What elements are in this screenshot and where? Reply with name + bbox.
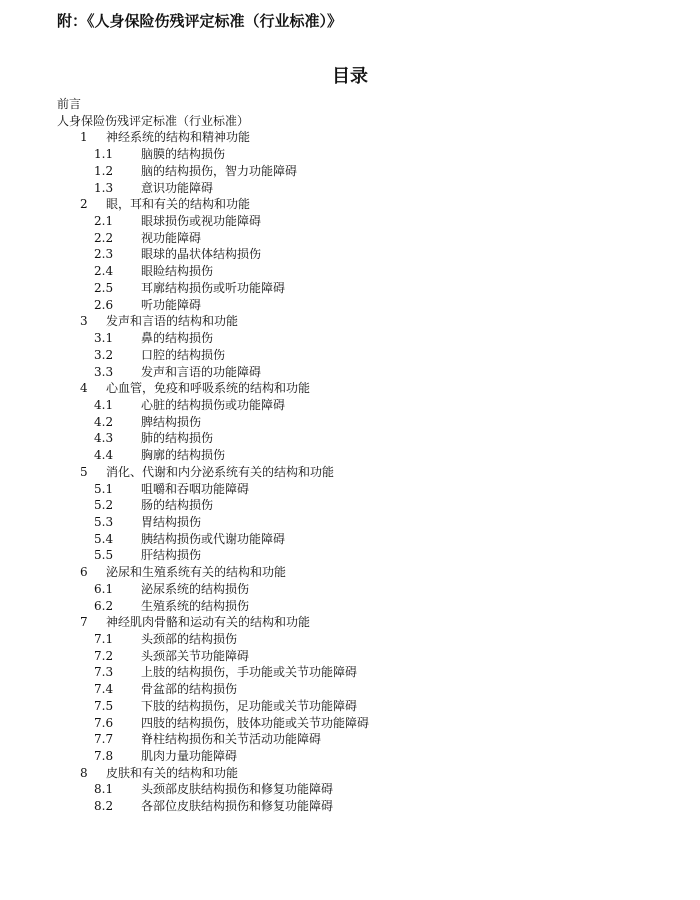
toc-section-title: 骨盆部的结构损伤 bbox=[141, 682, 238, 697]
toc-section-number: 7.5 bbox=[94, 698, 114, 713]
toc-section-number: 2.3 bbox=[94, 247, 114, 262]
toc-section-title: 耳廓结构损伤或听功能障碍 bbox=[141, 280, 286, 295]
toc-section-number: 5.3 bbox=[94, 514, 114, 529]
toc-section-title: 胰结构损伤或代谢功能障碍 bbox=[141, 531, 286, 546]
table-of-contents bbox=[0, 96, 700, 815]
toc-section[interactable] bbox=[0, 263, 700, 280]
toc-section-number: 4.1 bbox=[94, 397, 114, 412]
toc-section[interactable] bbox=[0, 146, 700, 163]
toc-section-number: 1.3 bbox=[94, 180, 114, 195]
toc-section-number: 3.3 bbox=[94, 364, 114, 379]
toc-section[interactable] bbox=[0, 581, 700, 598]
toc-chapter-number: 7 bbox=[80, 615, 88, 630]
toc-section-number: 5.1 bbox=[94, 481, 114, 496]
toc-section-number: 7.4 bbox=[94, 682, 114, 697]
toc-section[interactable] bbox=[0, 598, 700, 615]
toc-chapter-title: 神经系统的结构和精神功能 bbox=[106, 130, 251, 145]
toc-section[interactable] bbox=[0, 481, 700, 498]
toc-chapter[interactable] bbox=[0, 313, 700, 330]
toc-section-number: 2.6 bbox=[94, 297, 114, 312]
toc-section[interactable] bbox=[0, 414, 700, 431]
toc-section-title: 胸廓的结构损伤 bbox=[141, 448, 226, 463]
toc-section-title: 听功能障碍 bbox=[141, 297, 202, 312]
toc-section[interactable] bbox=[0, 748, 700, 765]
toc-section-title: 上肢的结构损伤，手功能或关节功能障碍 bbox=[141, 665, 358, 680]
toc-chapter-number: 6 bbox=[80, 565, 88, 580]
toc-section-title: 生殖系统的结构损伤 bbox=[141, 598, 250, 613]
toc-section-number: 5.5 bbox=[94, 548, 114, 563]
toc-section[interactable] bbox=[0, 781, 700, 798]
toc-chapter-number: 8 bbox=[80, 765, 88, 780]
toc-section-title: 脑膜的结构损伤 bbox=[141, 147, 226, 162]
appendix-title: 附：《人身保险伤残评定标准（行业标准）》 bbox=[57, 12, 343, 30]
toc-section-title: 各部位皮肤结构损伤和修复功能障碍 bbox=[141, 799, 334, 814]
toc-section[interactable] bbox=[0, 430, 700, 447]
toc-section-number: 7.8 bbox=[94, 749, 114, 764]
toc-section-title: 鼻的结构损伤 bbox=[141, 331, 214, 346]
toc-section[interactable] bbox=[0, 631, 700, 648]
toc-chapter-title: 发声和言语的结构和功能 bbox=[106, 314, 239, 329]
toc-section-number: 7.3 bbox=[94, 665, 114, 680]
toc-section[interactable] bbox=[0, 531, 700, 548]
toc-section-title: 肠的结构损伤 bbox=[141, 498, 214, 513]
toc-chapter-number: 4 bbox=[80, 381, 88, 396]
toc-section-number: 7.7 bbox=[94, 732, 114, 747]
toc-chapter-title: 皮肤和有关的结构和功能 bbox=[106, 765, 239, 780]
toc-section[interactable] bbox=[0, 280, 700, 297]
toc-section-title: 心脏的结构损伤或功能障碍 bbox=[141, 397, 286, 412]
toc-chapter-title: 泌尿和生殖系统有关的结构和功能 bbox=[106, 565, 287, 580]
toc-section-title: 肺的结构损伤 bbox=[141, 431, 214, 446]
toc-section-number: 2.5 bbox=[94, 280, 114, 295]
toc-section-title: 意识功能障碍 bbox=[141, 180, 214, 195]
toc-section[interactable] bbox=[0, 798, 700, 815]
toc-section[interactable] bbox=[0, 330, 700, 347]
toc-section[interactable] bbox=[0, 547, 700, 564]
toc-chapter[interactable] bbox=[0, 196, 700, 213]
toc-section-number: 2.1 bbox=[94, 214, 114, 229]
toc-chapter-number: 5 bbox=[80, 464, 88, 479]
toc-section-number: 3.1 bbox=[94, 331, 114, 346]
toc-section[interactable] bbox=[0, 731, 700, 748]
toc-section[interactable] bbox=[0, 180, 700, 197]
toc-section-number: 7.6 bbox=[94, 715, 114, 730]
toc-section-number: 3.2 bbox=[94, 347, 114, 362]
toc-section-title: 脊柱结构损伤和关节活动功能障碍 bbox=[141, 732, 322, 747]
toc-section-number: 1.2 bbox=[94, 163, 114, 178]
toc-chapter[interactable] bbox=[0, 765, 700, 782]
toc-section[interactable] bbox=[0, 698, 700, 715]
toc-section-number: 4.3 bbox=[94, 431, 114, 446]
toc-section[interactable] bbox=[0, 664, 700, 681]
toc-chapter[interactable] bbox=[0, 564, 700, 581]
toc-section-number: 7.2 bbox=[94, 648, 114, 663]
toc-chapter-title: 心血管，免疫和呼吸系统的结构和功能 bbox=[106, 381, 311, 396]
toc-section-title: 肌肉力量功能障碍 bbox=[141, 749, 238, 764]
toc-chapter-number: 3 bbox=[80, 314, 88, 329]
toc-section-number: 2.2 bbox=[94, 230, 114, 245]
toc-chapters bbox=[0, 129, 700, 814]
toc-section[interactable] bbox=[0, 397, 700, 414]
toc-item-standard-title[interactable]: 人身保险伤残评定标准（行业标准） bbox=[57, 113, 250, 128]
toc-section-number: 4.4 bbox=[94, 448, 114, 463]
toc-chapter[interactable] bbox=[0, 380, 700, 397]
toc-chapter[interactable] bbox=[0, 614, 700, 631]
toc-section-title: 咀嚼和吞咽功能障碍 bbox=[141, 481, 250, 496]
toc-section[interactable] bbox=[0, 213, 700, 230]
toc-section[interactable] bbox=[0, 514, 700, 531]
toc-section-title: 脑的结构损伤，智力功能障碍 bbox=[141, 163, 298, 178]
toc-section-title: 头颈部关节功能障碍 bbox=[141, 648, 250, 663]
toc-section[interactable] bbox=[0, 297, 700, 314]
toc-section[interactable] bbox=[0, 163, 700, 180]
toc-section[interactable] bbox=[0, 230, 700, 247]
toc-chapter-title: 消化、代谢和内分泌系统有关的结构和功能 bbox=[106, 464, 335, 479]
toc-section[interactable] bbox=[0, 364, 700, 381]
toc-section-title: 头颈部皮肤结构损伤和修复功能障碍 bbox=[141, 782, 334, 797]
toc-chapter[interactable] bbox=[0, 129, 700, 146]
toc-section-title: 眼睑结构损伤 bbox=[141, 264, 214, 279]
toc-section[interactable] bbox=[0, 715, 700, 732]
toc-chapter[interactable] bbox=[0, 464, 700, 481]
toc-section-title: 泌尿系统的结构损伤 bbox=[141, 581, 250, 596]
toc-section-number: 2.4 bbox=[94, 264, 114, 279]
toc-section-title: 眼球损伤或视功能障碍 bbox=[141, 214, 262, 229]
toc-section-number: 8.1 bbox=[94, 782, 114, 797]
toc-section-title: 胃结构损伤 bbox=[141, 514, 202, 529]
toc-section-title: 肝结构损伤 bbox=[141, 548, 202, 563]
toc-chapter-number: 2 bbox=[80, 197, 88, 212]
toc-section-number: 1.1 bbox=[94, 147, 114, 162]
toc-section[interactable] bbox=[0, 648, 700, 665]
toc-section[interactable] bbox=[0, 681, 700, 698]
toc-section[interactable] bbox=[0, 447, 700, 464]
toc-section-title: 下肢的结构损伤，足功能或关节功能障碍 bbox=[141, 698, 358, 713]
toc-section-number: 5.4 bbox=[94, 531, 114, 546]
toc-section[interactable] bbox=[0, 497, 700, 514]
toc-chapter-title: 神经肌肉骨骼和运动有关的结构和功能 bbox=[106, 615, 311, 630]
toc-section-title: 发声和言语的功能障碍 bbox=[141, 364, 262, 379]
toc-section-title: 头颈部的结构损伤 bbox=[141, 632, 238, 646]
toc-section-number: 6.1 bbox=[94, 581, 114, 596]
toc-section-title: 口腔的结构损伤 bbox=[141, 347, 226, 362]
toc-section-number: 6.2 bbox=[94, 598, 114, 613]
toc-section[interactable] bbox=[0, 246, 700, 263]
toc-chapter-title: 眼，耳和有关的结构和功能 bbox=[106, 197, 251, 212]
toc-section-title: 视功能障碍 bbox=[141, 230, 202, 245]
toc-item-preface[interactable]: 前言 bbox=[57, 97, 82, 111]
toc-section-title: 四肢的结构损伤，肢体功能或关节功能障碍 bbox=[141, 715, 370, 730]
toc-section-number: 7.1 bbox=[94, 632, 114, 646]
toc-section-title: 脾结构损伤 bbox=[141, 414, 202, 429]
toc-section[interactable] bbox=[0, 347, 700, 364]
toc-section-number: 5.2 bbox=[94, 498, 114, 513]
toc-section-number: 4.2 bbox=[94, 414, 114, 429]
toc-chapter-number: 1 bbox=[80, 130, 88, 145]
toc-section-title: 眼球的晶状体结构损伤 bbox=[141, 247, 262, 262]
toc-heading: 目录 bbox=[332, 66, 368, 87]
toc-section-number: 8.2 bbox=[94, 799, 114, 814]
